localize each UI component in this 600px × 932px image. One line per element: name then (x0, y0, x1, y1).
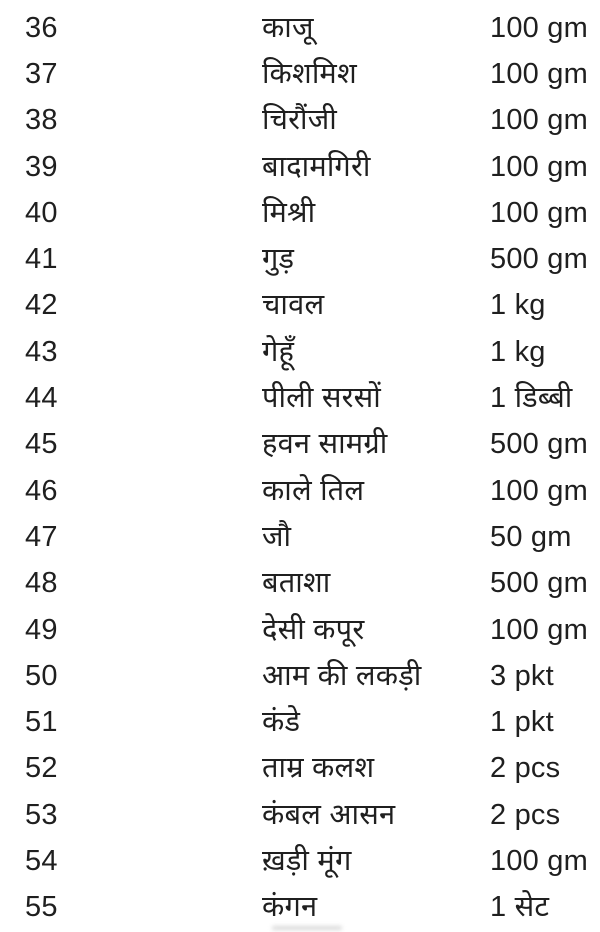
item-number: 46 (25, 474, 58, 507)
item-quantity: 1 kg (490, 289, 546, 322)
item-name: चावल (262, 289, 325, 322)
item-number: 51 (25, 706, 58, 739)
item-name: बादामगिरी (262, 150, 371, 183)
item-name: मिश्री (262, 196, 316, 229)
item-name: ख़ड़ी मूंग (262, 844, 352, 877)
item-number: 42 (25, 289, 58, 322)
item-quantity: 500 gm (490, 567, 588, 600)
table-row (0, 98, 600, 144)
table-row (0, 792, 600, 838)
item-name: पीली सरसों (262, 382, 381, 415)
item-quantity: 3 pkt (490, 659, 554, 692)
table-row (0, 329, 600, 375)
item-number: 50 (25, 659, 58, 692)
item-number: 41 (25, 243, 58, 276)
table-row (0, 144, 600, 190)
item-quantity: 100 gm (490, 11, 588, 44)
table-row (0, 607, 600, 653)
table-row (0, 375, 600, 421)
item-quantity: 100 gm (490, 844, 588, 877)
item-number: 44 (25, 382, 58, 415)
item-quantity: 100 gm (490, 196, 588, 229)
item-name: कंबल आसन (262, 798, 396, 831)
item-number: 40 (25, 196, 58, 229)
item-name: काले तिल (262, 474, 365, 507)
table-row (0, 746, 600, 792)
table-row (0, 236, 600, 282)
item-name: कंगन (262, 891, 318, 924)
table-row (0, 699, 600, 745)
item-number: 52 (25, 752, 58, 785)
item-quantity: 1 kg (490, 335, 546, 368)
table-row (0, 51, 600, 97)
item-quantity: 500 gm (490, 428, 588, 461)
item-number: 39 (25, 150, 58, 183)
item-number: 38 (25, 104, 58, 137)
item-number: 36 (25, 11, 58, 44)
item-number: 43 (25, 335, 58, 368)
item-quantity: 1 डिब्बी (490, 382, 573, 415)
cutoff-next-row-artifact (272, 926, 342, 930)
item-number: 54 (25, 844, 58, 877)
item-quantity: 50 gm (490, 520, 572, 553)
item-number: 49 (25, 613, 58, 646)
item-quantity: 100 gm (490, 57, 588, 90)
item-name: बताशा (262, 567, 331, 600)
item-name: कंडे (262, 706, 301, 739)
item-name: जौ (262, 520, 292, 553)
table-row (0, 190, 600, 236)
item-number: 47 (25, 520, 58, 553)
item-quantity: 1 सेट (490, 891, 550, 924)
table-row (0, 838, 600, 884)
item-number: 45 (25, 428, 58, 461)
item-number: 37 (25, 57, 58, 90)
item-name: गुड़ (262, 243, 295, 276)
item-quantity: 100 gm (490, 104, 588, 137)
table-row (0, 5, 600, 51)
item-name: चिरौंजी (262, 104, 337, 137)
table-row (0, 653, 600, 699)
items-table (0, 5, 600, 931)
table-row (0, 561, 600, 607)
item-quantity: 2 pcs (490, 798, 561, 831)
table-row (0, 885, 600, 931)
item-quantity: 100 gm (490, 150, 588, 183)
item-number: 53 (25, 798, 58, 831)
table-row (0, 283, 600, 329)
table-row (0, 422, 600, 468)
item-quantity: 1 pkt (490, 706, 554, 739)
item-name: ताम्र कलश (262, 752, 375, 785)
item-quantity: 100 gm (490, 474, 588, 507)
item-name: गेहूँ (262, 335, 295, 368)
item-number: 55 (25, 891, 58, 924)
item-name: देसी कपूर (262, 613, 365, 646)
item-quantity: 100 gm (490, 613, 588, 646)
item-quantity: 2 pcs (490, 752, 561, 785)
table-row (0, 514, 600, 560)
item-name: आम की लकड़ी (262, 659, 422, 692)
item-name: हवन सामग्री (262, 428, 388, 461)
item-name: काजू (262, 11, 314, 44)
item-name: किशमिश (262, 57, 357, 90)
item-number: 48 (25, 567, 58, 600)
item-quantity: 500 gm (490, 243, 588, 276)
table-row (0, 468, 600, 514)
